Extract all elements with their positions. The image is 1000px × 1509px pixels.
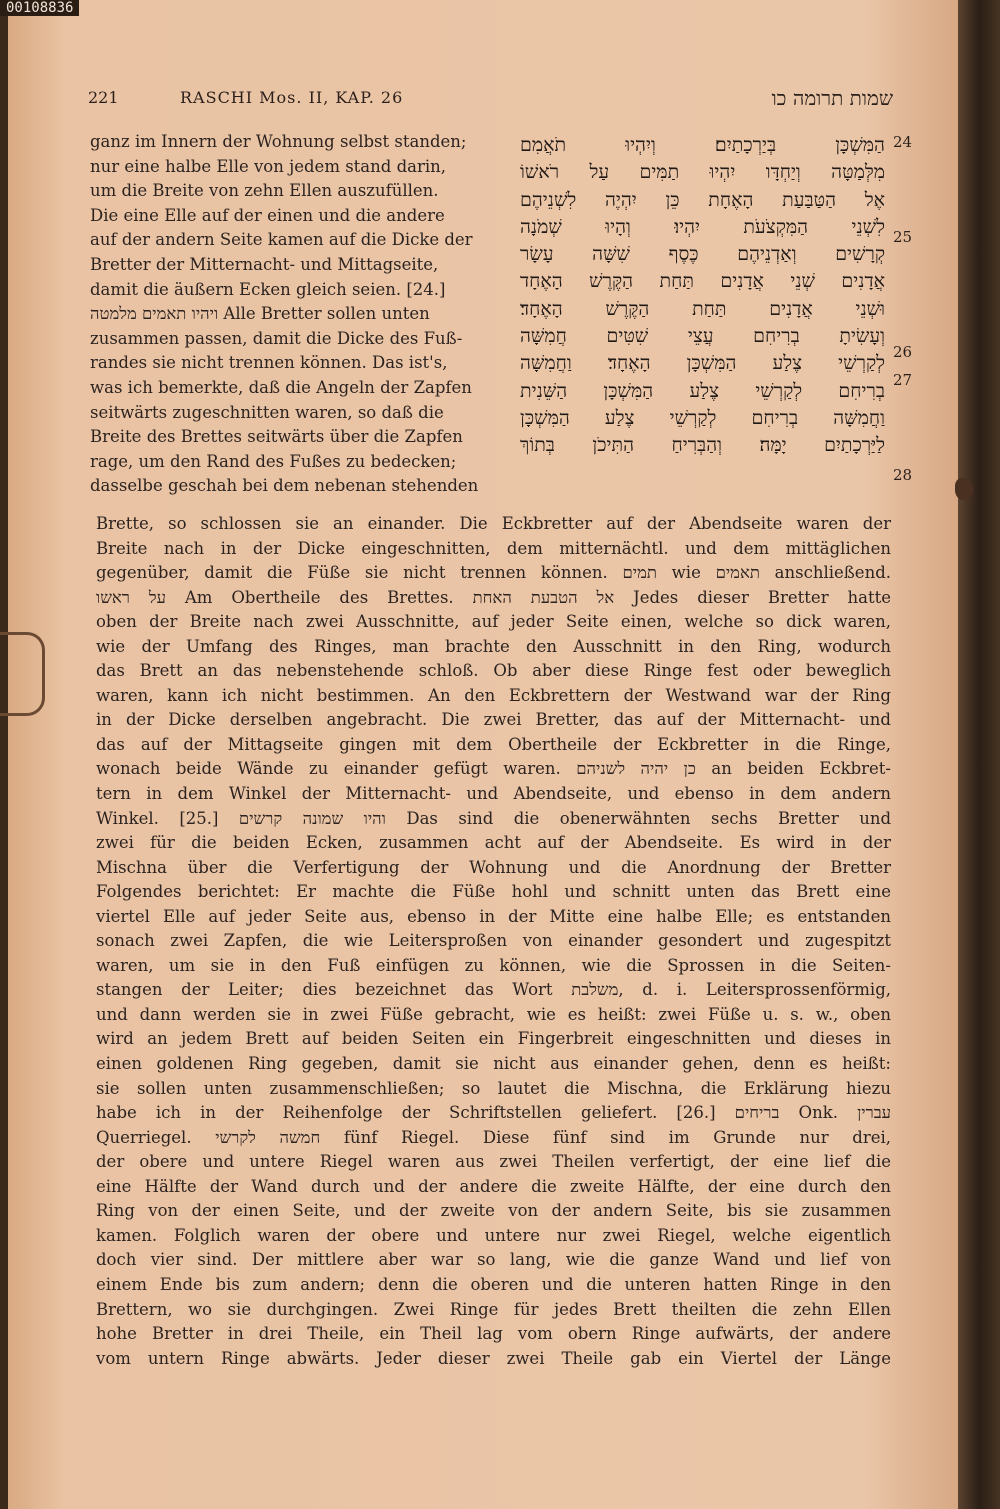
page-tab-mark (0, 632, 45, 716)
text-line: Winkel. [25.] והיו שמונה קרשים Das sind die obenerwähnten sechs Bretter und (96, 808, 891, 828)
text-line: in der Dicke derselben angebracht. Die zwei Bretter, das auf der Mitternacht- und (96, 710, 891, 730)
hebrew-line: לַיַּרְכָתַיִם יָמָּה׃ וְהַבְּרִיחַ הַתִּיכֹן בְּתוֹךְ (520, 434, 885, 457)
text-line: kamen. Folglich waren der obere und untere nur zwei Riegel, welche eigentlich (96, 1225, 891, 1245)
text-line: damit die äußern Ecken gleich seien. [24.] (90, 279, 446, 299)
text-line: stangen der Leiter; dies bezeichnet das Wort משלבת, d. i. Leitersprossenförmig, (96, 980, 891, 1000)
text-line: zwei für die beiden Ecken, zusammen acht auf der Abendseite. Es wird in der (96, 833, 891, 853)
commentary-full-width (96, 512, 891, 1371)
text-line: sonach zwei Zapfen, die wie Leitersproßen von einander gesondert und zugespitzt (96, 931, 891, 951)
hebrew-line: קְרָשִׁים וְאַדְנֵיהֶם כֶּסֶף שִׁשָּׁה עָשָׂר (520, 243, 885, 266)
text-line: Brettern, wo sie durchgingen. Zwei Ringe für jedes Brett theilten die zehn Ellen (96, 1299, 891, 1319)
text-line: Ring von der einen Seite, und der zweite von der andern Seite, bis sie zusammen (96, 1201, 891, 1221)
hebrew-line: וְעָשִׂיתָ בְרִיחִם עֲצֵי שִׁטִּים חֲמִשָּׁה (520, 325, 885, 348)
text-line: Mischna über die Verfertigung der Wohnung und die Anordnung der Bretter (96, 857, 891, 877)
running-title: RASCHI Mos. II, KAP. 26 (180, 88, 404, 107)
ink-stain (955, 478, 973, 500)
text-line: was ich bemerkte, daß die Angeln der Zapfen (90, 377, 472, 397)
text-line: ויהיו תאמים מלמטה Alle Bretter sollen unten (90, 304, 430, 324)
text-line: wird an jedem Brett auf beiden Seiten ein Fingerbreit eingeschnitten und dieses in (96, 1029, 891, 1049)
text-line: das Brett an das nebenstehende schloß. Ob aber diese Ringe fest oder beweglich (96, 661, 891, 681)
text-line: und dann werden sie in zwei Füße gebracht, wie es heißt: zwei Füße u. s. w., oben (96, 1004, 891, 1024)
text-line: waren, kann ich nicht bestimmen. An den Eckbrettern der Westwand war der Ring (96, 685, 891, 705)
hebrew-line: וַחֲמִשָּׁה בְרִיחִם לְקַרְשֵׁי צֶלַע הַמִּשְׁכָּן (520, 406, 885, 429)
hebrew-line: לִשְׁנֵי הַמִּקְצֹעֹת יִהְיוּ׃ וְהָיוּ שְׁמֹנָה (520, 215, 885, 238)
text-line: einen goldenen Ring gegeben, damit sie nicht aus einander gehen, denn es heißt: (96, 1054, 891, 1074)
text-line: rage, um den Rand des Fußes zu bedecken; (90, 451, 457, 471)
hebrew-line: וּשְׁנֵי אֲדָנִים תַּחַת הַקֶּרֶשׁ הָאֶחָד׃ (520, 297, 885, 320)
hebrew-verse-block (520, 132, 885, 460)
verse-number: 25 (893, 228, 913, 246)
text-line: randes sie nicht trennen können. Das ist's, (90, 353, 448, 373)
text-line: gegenüber, damit die Füße sie nicht trennen können. תמים wie תאמים anschließend. (96, 563, 891, 583)
text-line: auf der andern Seite kamen auf die Dicke der (90, 230, 473, 250)
text-line: waren, um sie in den Fuß einfügen zu können, wie die Sprossen in die Seiten- (96, 955, 891, 975)
text-line: Bretter der Mitternacht- und Mittagseite, (90, 254, 439, 274)
text-line: Brette, so schlossen sie an einander. Die Eckbretter auf der Abendseite waren der (96, 514, 891, 533)
hebrew-line: מִלְּמַטָּה וְיַחְדָּו יִהְיוּ תַמִּים עַל רֹאשׁוֹ (520, 161, 885, 184)
text-line: Die eine Elle auf der einen und die andere (90, 205, 445, 225)
hebrew-line: אֶל הַטַּבַּעַת הָאֶחָת כֵּן יִהְיֶה לִשְׁנֵיהֶם (520, 188, 885, 211)
verse-number: 24 (893, 133, 913, 151)
text-line: wonach beide Wände zu einander gefügt waren. כן יהיה לשניהם an beiden Eckbret- (96, 759, 891, 779)
text-line: wie der Umfang des Ringes, man brachte den Ausschnitt in den Ring, wodurch (96, 636, 891, 656)
text-line: sie sollen unten zusammenschließen; so lautet die Mischna, die Erklärung hiezu (96, 1078, 891, 1098)
commentary-left-column (90, 130, 512, 499)
text-line: vom untern Ringe abwärts. Jeder dieser zwei Theile gab ein Viertel der Länge (96, 1348, 891, 1368)
text-line: zusammen passen, damit die Dicke des Fuß- (90, 328, 463, 348)
text-line: tern in dem Winkel der Mitternacht- und Abendseite, und ebenso in dem andern (96, 784, 891, 804)
hebrew-line: בְרִיחִם לְקַרְשֵׁי צֶלַע הַמִּשְׁכָּן הַשֵּׁנִית (520, 379, 885, 402)
hebrew-line: אֲדָנִים שְׁנֵי אֲדָנִים תַּחַת הַקֶּרֶשׁ הָאֶחָד (520, 270, 885, 293)
text-line: oben der Breite nach zwei Ausschnitte, auf jeder Seite einen, welche so dick waren, (96, 612, 891, 632)
text-line: habe ich in der Reihenfolge der Schriftstellen geliefert. [26.] בריחים Onk. עברין (96, 1103, 891, 1123)
running-header (88, 86, 893, 112)
text-line: Querriegel. חמשה לקרשי fünf Riegel. Diese fünf sind im Grunde nur drei, (96, 1127, 891, 1147)
verse-number: 27 (893, 371, 913, 389)
text-line: Breite nach in der Dicke eingeschnitten, dem mitternächtl. und dem mittäglichen (96, 538, 891, 558)
text-line: einem Ende bis zum andern; denn die oberen und die unteren hatten Ringe in den (96, 1274, 891, 1294)
page-number: 221 (88, 88, 119, 107)
hebrew-line: לְקַרְשֵׁי צֶלַע הַמִּשְׁכָּן הָאֶחָד׃ וַחֲמִשָּׁה (520, 352, 885, 375)
hebrew-line: הַמִּשְׁכָּן בְּיַרְכָתַיִם׃ וְיִהְיוּ תֹאֲמִם (520, 134, 885, 156)
verse-number: 26 (893, 343, 913, 361)
text-line: dasselbe geschah bei dem nebenan stehenden (90, 476, 479, 496)
text-line: viertel Elle auf jeder Seite aus, ebenso in der Mitte eine halbe Elle; es entstanden (96, 906, 891, 926)
hebrew-running-title: שמות תרומה כו (771, 86, 893, 110)
text-line: um die Breite von zehn Ellen auszufüllen. (90, 181, 439, 201)
text-line: hohe Bretter in drei Theile, ein Theil lag vom obern Ringe aufwärts, der andere (96, 1324, 891, 1344)
verse-number: 28 (893, 466, 913, 484)
book-spine (958, 0, 1000, 1509)
text-line: Breite des Brettes seitwärts über die Zapfen (90, 427, 463, 447)
text-line: eine Hälfte der Wand durch und der andere die zweite Hälfte, der eine durch den (96, 1176, 891, 1196)
text-line: doch vier sind. Der mittlere aber war so lang, wie die ganze Wand und lief von (96, 1250, 891, 1270)
text-line: על ראשו Am Obertheile des Brettes. אל הטבעת האחת Jedes dieser Bretter hatte (96, 587, 891, 607)
text-line: Folgendes berichtet: Er machte die Füße hohl und schnitt unten das Brett eine (96, 882, 891, 902)
scan-id: 00108836 (0, 0, 79, 16)
text-line: seitwärts zugeschnitten waren, so daß die (90, 402, 444, 422)
text-line: ganz im Innern der Wohnung selbst standen; (90, 132, 467, 151)
text-line: nur eine halbe Elle von jedem stand darin, (90, 156, 447, 176)
text-line: der obere und untere Riegel waren aus zwei Theilen verfertigt, der eine lief die (96, 1152, 891, 1172)
text-line: das auf der Mittagseite gingen mit dem Obertheile der Eckbretter in die Ringe, (96, 734, 891, 754)
